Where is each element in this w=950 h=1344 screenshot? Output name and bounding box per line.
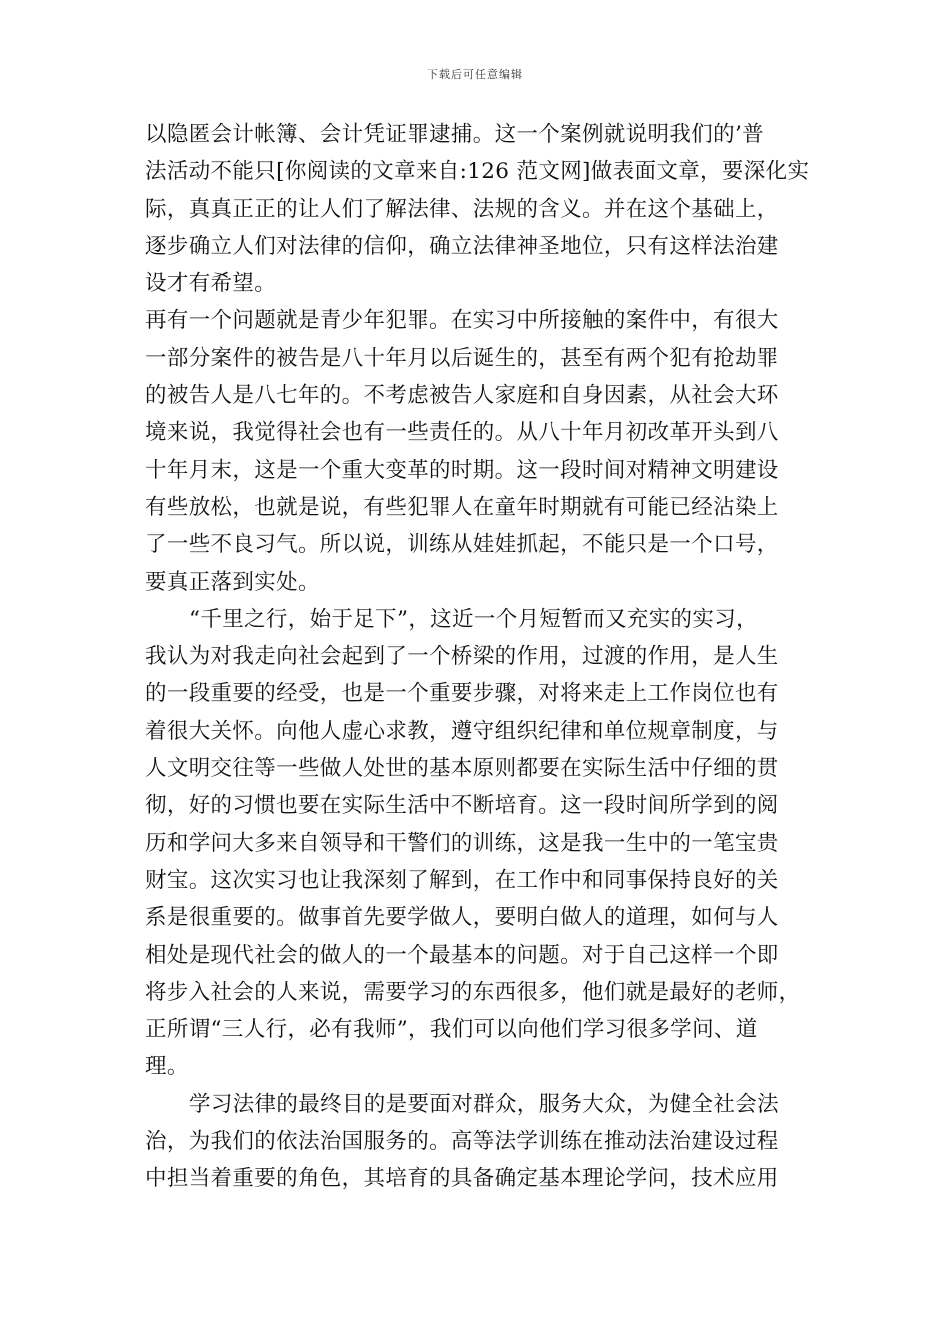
text-line: 我认为对我走向社会起到了一个桥梁的作用，过渡的作用，是人生: [145, 644, 779, 670]
text-line: 法活动不能只[你阅读的文章来自:126 范文网]做表面文章，要深化实: [145, 159, 810, 185]
paragraph: [145, 1086, 805, 1198]
text-line: 系是很重要的。做事首先要学做人，要明白做人的道理，如何与人: [145, 905, 779, 931]
text-line: 的被告人是八七年的。不考虑被告人家庭和自身因素，从社会大环: [145, 383, 779, 409]
paragraph: [145, 302, 805, 600]
text-line: 财宝。这次实习也让我深刻了解到，在工作中和同事保持良好的关: [145, 867, 779, 893]
text-line: 一部分案件的被告是八十年月以后诞生的，甚至有两个犯有抢劫罪: [145, 345, 779, 371]
text-line: 将步入社会的人来说，需要学习的东西很多，他们就是最好的老师，: [145, 979, 801, 1005]
text-line: 历和学问大多来自领导和干警们的训练，这是我一生中的一笔宝贵: [145, 830, 779, 856]
paragraph: [145, 601, 805, 1086]
text-line: “千里之行，始于足下”，这近一个月短暂而又充实的实习，: [189, 606, 758, 632]
text-line: 人文明交往等一些做人处世的基本原则都要在实际生活中仔细的贯: [145, 756, 779, 782]
text-line: 了一些不良习气。所以说，训练从娃娃抓起，不能只是一个口号，: [145, 532, 779, 558]
text-line: 治，为我们的依法治国服务的。高等法学训练在推动法治建设过程: [145, 1129, 779, 1155]
text-line: 有些放松，也就是说，有些犯罪人在童年时期就有可能已经沾染上: [145, 494, 779, 520]
text-line: 境来说，我觉得社会也有一些责任的。从八十年月初改革开头到八: [145, 420, 779, 446]
text-line: 着很大关怀。向他人虚心求教，遵守组织纪律和单位规章制度，与: [145, 718, 779, 744]
text-line: 相处是现代社会的做人的一个最基本的问题。对于自己这样一个即: [145, 942, 779, 968]
text-line: 再有一个问题就是青少年犯罪。在实习中所接触的案件中，有很大: [145, 308, 779, 334]
text-line: 际，真真正正的让人们了解法律、法规的含义。并在这个基础上，: [145, 196, 779, 222]
text-line: 中担当着重要的角色，其培育的具备确定基本理论学问，技术应用: [145, 1166, 779, 1192]
text-line: 理。: [145, 1054, 189, 1080]
text-line: 以隐匿会计帐簿、会计凭证罪逮捕。这一个案例就说明我们的’普: [145, 122, 764, 147]
text-line: 的一段重要的经受，也是一个重要步骤，对将来走上工作岗位也有: [145, 681, 779, 707]
page-header: 下载后可任意编辑: [427, 68, 523, 81]
text-line: 要真正落到实处。: [145, 569, 320, 595]
paragraph: [145, 116, 810, 302]
text-line: 设才有希望。: [145, 271, 277, 297]
text-line: 学习法律的最终目的是要面对群众，服务大众，为健全社会法: [189, 1091, 779, 1117]
text-line: 逐步确立人们对法律的信仰，确立法律神圣地位，只有这样法治建: [145, 233, 779, 259]
text-line: 十年月末，这是一个重大变革的时期。这一段时间对精神文明建设: [145, 457, 779, 483]
text-line: 正所谓“三人行，必有我师”，我们可以向他们学习很多学问、道: [145, 1017, 758, 1043]
document-body: [145, 116, 810, 1198]
text-line: 彻，好的习惯也要在实际生活中不断培育。这一段时间所学到的阅: [145, 793, 779, 819]
